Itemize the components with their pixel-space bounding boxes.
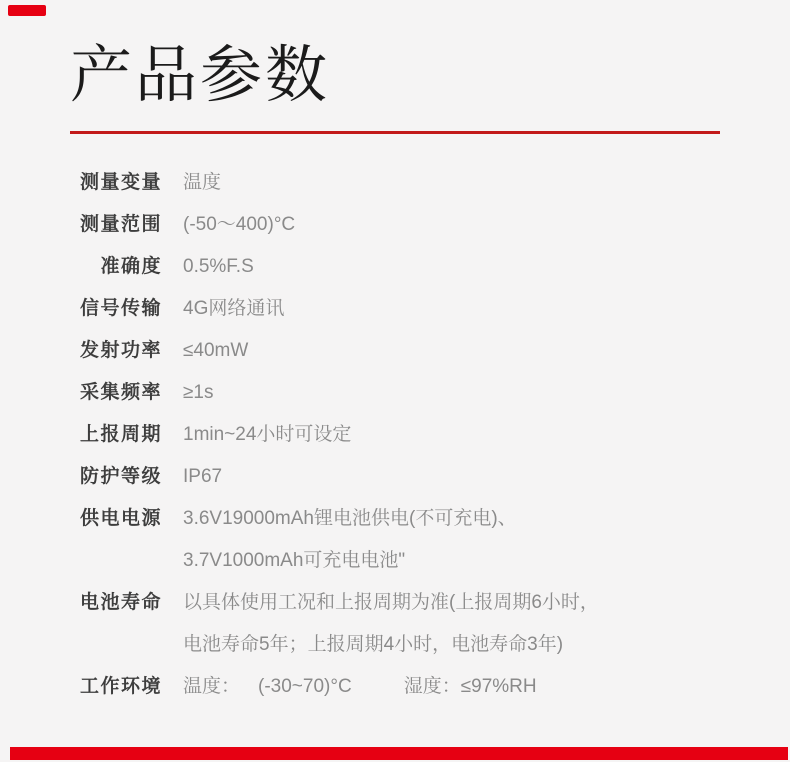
spec-label: 电池寿命 (79, 592, 162, 613)
spec-label: 信号传输 (79, 298, 162, 319)
spec-row-battery-life (70, 582, 730, 666)
spec-row-measure-range (70, 204, 730, 246)
temperature-label: 温度： (183, 676, 241, 697)
spec-value: 1min~24小时可设定 (183, 424, 352, 445)
spec-label: 准确度 (100, 256, 162, 277)
spec-value: IP67 (183, 466, 223, 487)
spec-row-power-supply (70, 498, 730, 582)
spec-label: 测量范围 (79, 214, 162, 235)
spec-value: 以具体使用工况和上报周期为准(上报周期6小时， 电池寿命5年；上报周期4小时，电池寿命3年) (183, 592, 599, 655)
spec-label: 防护等级 (79, 466, 162, 487)
spec-value: ≥1s (183, 382, 214, 403)
spec-label: 工作环境 (79, 676, 162, 697)
spec-label: 采集频率 (79, 382, 162, 403)
spec-row-sampling-rate (70, 372, 730, 414)
spec-value: 4G网络通讯 (183, 298, 285, 319)
spec-label: 测量变量 (79, 172, 162, 193)
spec-table (70, 162, 730, 708)
page-title: 产品参数 (70, 41, 331, 110)
spec-value: (-50～400)°C (183, 214, 296, 235)
spec-label: 发射功率 (79, 340, 162, 361)
bottom-red-bar (10, 747, 788, 760)
spec-row-working-environment (70, 666, 730, 708)
spec-value: ≤40mW (183, 340, 249, 361)
spec-label: 上报周期 (79, 424, 162, 445)
spec-value: 0.5%F.S (183, 256, 254, 277)
spec-value: 3.6V19000mAh锂电池供电(不可充电)、 3.7V1000mAh可充电电池" (183, 508, 517, 571)
spec-row-measure-variable (70, 162, 730, 204)
spec-label: 供电电源 (79, 508, 162, 529)
spec-value (183, 666, 537, 708)
title-divider (70, 131, 720, 134)
humidity-label: 湿度： (403, 676, 461, 697)
temperature-value: (-30~70)°C (258, 676, 352, 697)
spec-value: 温度 (183, 172, 222, 193)
spec-row-protection-rating (70, 456, 730, 498)
spec-row-report-period (70, 414, 730, 456)
spec-row-transmit-power (70, 330, 730, 372)
humidity-value: ≤97%RH (460, 676, 537, 697)
spec-row-signal-transmission (70, 288, 730, 330)
spec-row-accuracy (70, 246, 730, 288)
top-left-red-bar (8, 5, 46, 16)
